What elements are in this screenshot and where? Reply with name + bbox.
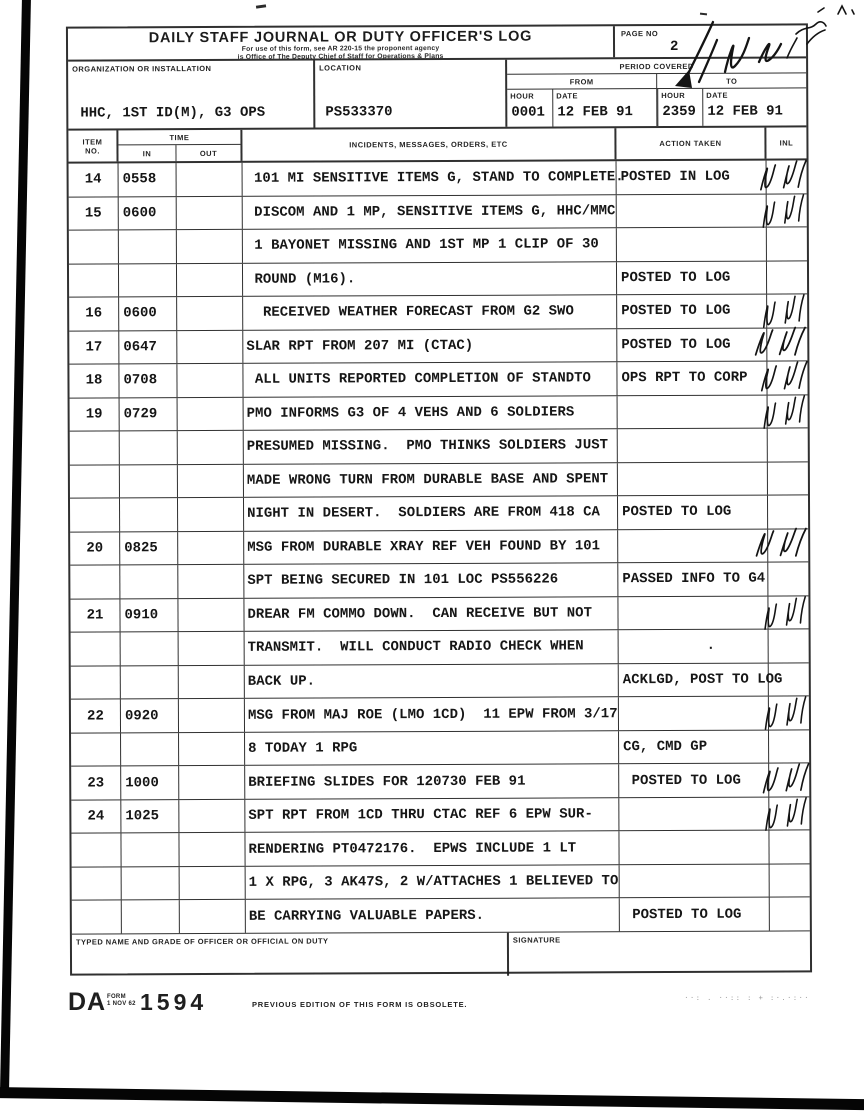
item-no-cell: [70, 499, 120, 532]
log-table-row: [71, 730, 809, 767]
action-taken-text: POSTED TO LOG: [623, 772, 741, 789]
log-table-row: [71, 663, 809, 700]
time-in-cell: [119, 197, 177, 230]
incident-text-cell: [243, 262, 617, 296]
item-no-header: [68, 130, 118, 161]
page-number-label: PAGE NO: [620, 29, 659, 39]
log-table-row: [69, 361, 807, 398]
time-in-cell: [122, 867, 180, 900]
time-out-cell: [180, 867, 246, 900]
time-in-cell: [121, 666, 179, 699]
action-taken-text: POSTED TO LOG: [621, 336, 731, 354]
form-subtitle-line1: For use of this form, see AR 220-15 the proponent agency: [241, 44, 440, 53]
action-taken-cell: [618, 429, 768, 462]
from-date-cell: [553, 89, 657, 126]
incident-text: MSG FROM DURABLE XRAY REF VEH FOUND BY 101: [247, 538, 601, 556]
initials-cell: [768, 395, 808, 428]
time-out-cell: [178, 464, 244, 497]
time-out-cell: [179, 800, 245, 833]
item-no-cell: [69, 331, 119, 364]
form-word: FORM: [107, 994, 126, 1000]
incident-text: 1 BAYONET MISSING AND 1ST MP 1 CLIP OF 30: [245, 236, 599, 255]
time-out-cell: [180, 900, 246, 933]
action-taken-cell: [618, 496, 768, 529]
time-in-cell: [121, 800, 179, 833]
form-edition-date: 1 NOV 62: [107, 1000, 136, 1007]
time-in-cell: [121, 766, 179, 799]
item-no-cell: [69, 163, 119, 196]
log-table-row: [72, 864, 810, 901]
action-taken-header-label: ACTION TAKEN: [659, 138, 722, 149]
incident-text-cell: [244, 396, 618, 430]
item-no-cell: [69, 197, 119, 230]
incident-text: DREAR FM COMMO DOWN. CAN RECEIVE BUT NOT: [247, 605, 593, 623]
action-taken-cell: [619, 697, 769, 730]
incident-text: PMO INFORMS G3 OF 4 VEHS AND 6 SOLDIERS: [246, 404, 575, 422]
log-table-row: [70, 462, 808, 499]
initials-header-label: INL: [779, 138, 794, 148]
action-taken-text: POSTED IN LOG: [620, 168, 730, 186]
action-taken-cell: [618, 563, 768, 596]
time-out-cell: [179, 666, 245, 699]
incident-text-cell: [243, 195, 617, 229]
incident-text: SPT RPT FROM 1CD THRU CTAC REF 6 EPW SUR-: [248, 806, 593, 824]
log-table-row: [70, 529, 808, 566]
incidents-header-label: INCIDENTS, MESSAGES, ORDERS, ETC: [349, 139, 508, 150]
time-out-header: OUT: [199, 148, 218, 158]
time-in-cell: [121, 833, 179, 866]
form-title: DAILY STAFF JOURNAL OR DUTY OFFICER'S LOG: [148, 28, 533, 47]
item-no-cell: [72, 901, 122, 934]
initials-cell: [770, 864, 810, 897]
time-in-cell: [119, 364, 177, 397]
item-no-value: 17: [85, 339, 103, 356]
item-no-cell: [72, 867, 122, 900]
incident-text-cell: [246, 865, 620, 899]
item-header-line1: ITEM: [82, 136, 103, 147]
from-hour-cell: [507, 89, 553, 126]
action-taken-cell: [619, 663, 783, 696]
time-in-cell: [120, 398, 178, 431]
time-out-cell: [177, 196, 243, 229]
form-number-footer: [68, 986, 810, 1020]
item-no-cell: [71, 834, 121, 867]
time-in-value: 0920: [124, 707, 159, 724]
item-no-cell: [71, 767, 121, 800]
incident-text-cell: [245, 630, 619, 664]
incident-text-cell: [245, 664, 619, 698]
time-in-cell: [119, 331, 177, 364]
time-in-header: IN: [142, 148, 152, 158]
action-taken-text: OPS RPT TO CORP: [621, 369, 748, 387]
item-header-line2: NO.: [85, 145, 100, 156]
action-taken-cell: [617, 161, 767, 194]
incident-text-cell: [243, 362, 617, 396]
incident-text: DISCOM AND 1 MP, SENSITIVE ITEMS G, HHC/MMC: [245, 202, 616, 221]
item-no-cell: [70, 398, 120, 431]
organization-label: ORGANIZATION OR INSTALLATION: [72, 63, 212, 74]
da-form-1594: [66, 23, 812, 975]
time-in-value: 0600: [122, 204, 157, 222]
organization-cell: [68, 61, 315, 129]
log-table-row: [69, 194, 807, 231]
date-label: DATE: [706, 90, 728, 100]
incident-text-cell: [243, 228, 617, 262]
action-taken-cell: [619, 730, 769, 763]
incident-text-cell: [244, 496, 618, 530]
page-number-value: 2: [669, 38, 679, 55]
item-no-value: 21: [86, 607, 104, 624]
duty-officer-initials-scribble: [745, 519, 814, 568]
time-in-value: 1000: [125, 774, 159, 791]
incident-text-cell: [243, 161, 624, 195]
time-in-cell: [121, 733, 179, 766]
incident-text-cell: [244, 463, 618, 497]
form-subtitle-line2: is Office of The Deputy Chief of Staff for Operations & Plans: [237, 52, 444, 61]
print-code-fragment: ··: . ··:: : + :·.·:··: [684, 994, 810, 1002]
action-taken-text: POSTED TO LOG: [622, 504, 732, 521]
item-no-value: 14: [84, 171, 102, 188]
log-table-row: [69, 294, 807, 331]
time-in-cell: [120, 498, 178, 531]
scan-marks-top-right: [788, 2, 860, 46]
incident-text: MADE WRONG TURN FROM DURABLE BASE AND SPENT: [246, 471, 609, 489]
item-no-cell: [69, 264, 119, 297]
log-table-row: [70, 563, 808, 600]
incident-text-cell: [246, 899, 620, 933]
from-hour-value: 0001: [511, 104, 545, 121]
item-no-value: 16: [85, 305, 103, 322]
incident-text: MSG FROM MAJ ROE (LMO 1CD) 11 EPW FROM 3/17: [247, 705, 618, 724]
incident-text: SLAR RPT FROM 207 MI (CTAC): [246, 337, 474, 355]
incident-text: RENDERING PT0472176. EPWS INCLUDE 1 LT: [248, 839, 577, 858]
time-out-cell: [178, 498, 244, 531]
incident-text: BACK UP.: [247, 673, 316, 690]
log-table-row: [69, 328, 807, 365]
time-out-cell: [179, 766, 245, 799]
item-no-cell: [70, 566, 120, 599]
time-out-cell: [178, 431, 244, 464]
location-label: LOCATION: [319, 63, 362, 73]
action-taken-cell: [619, 630, 769, 663]
da-word: DA: [68, 988, 107, 1016]
to-date-value: 12 FEB 91: [707, 103, 783, 120]
action-taken-cell: [617, 194, 767, 227]
action-taken-cell: [618, 462, 768, 495]
action-taken-text: .: [622, 638, 716, 655]
log-table-row: [71, 831, 809, 868]
log-table-row: [70, 395, 808, 432]
action-taken-cell: [617, 228, 767, 261]
incident-text: BE CARRYING VALUABLE PAPERS.: [248, 907, 485, 925]
time-out-cell: [177, 230, 243, 263]
incident-text-cell: [245, 731, 619, 765]
time-in-value: 1025: [125, 808, 160, 825]
action-taken-cell: [619, 797, 769, 830]
time-in-value: 0647: [123, 339, 157, 356]
incident-text-cell: [244, 563, 618, 597]
initials-cell: [770, 898, 810, 931]
initials-cell: [768, 462, 808, 495]
log-table-row: [71, 697, 809, 734]
time-out-cell: [177, 330, 243, 363]
time-in-cell: [120, 431, 178, 464]
log-table-row: [72, 898, 810, 934]
incident-text-cell: [244, 597, 618, 631]
incident-text: BRIEFING SLIDES FOR 120730 FEB 91: [248, 773, 526, 791]
item-no-value: 15: [84, 205, 102, 222]
action-taken-cell: [620, 864, 770, 897]
time-in-cell: [119, 297, 177, 330]
hour-label: HOUR: [661, 90, 686, 101]
action-taken-cell: [619, 764, 769, 797]
incident-text-cell: [244, 429, 618, 463]
from-label: FROM: [569, 76, 594, 86]
date-label: DATE: [556, 91, 578, 101]
initials-cell: [768, 529, 808, 562]
time-in-value: 0910: [124, 607, 159, 624]
item-no-value: 23: [87, 774, 105, 792]
action-taken-text: POSTED TO LOG: [623, 906, 742, 923]
incident-text: 8 TODAY 1 RPG: [248, 740, 358, 757]
log-table-row: [70, 496, 808, 533]
incident-text: NIGHT IN DESERT. SOLDIERS ARE FROM 418 CA: [247, 504, 600, 523]
item-no-value: 19: [85, 406, 103, 423]
action-taken-text: ACKLGD, POST TO LOG: [622, 671, 783, 689]
scan-edge-artifact-bottom: [0, 1087, 864, 1111]
initials-cell: [769, 797, 809, 830]
time-in-value: 0825: [124, 540, 158, 557]
item-no-value: 24: [87, 808, 105, 825]
time-in-cell: [119, 230, 177, 263]
log-table-row: [71, 764, 809, 801]
item-no-value: 20: [86, 540, 104, 557]
item-no-cell: [70, 532, 120, 565]
time-out-cell: [177, 297, 243, 330]
action-taken-cell: [620, 898, 770, 931]
log-table-row: [71, 630, 809, 667]
incident-text: SPT BEING SECURED IN 101 LOC PS556226: [247, 571, 559, 590]
incident-text-cell: [245, 764, 619, 798]
time-out-cell: [178, 397, 244, 430]
location-cell: [315, 60, 507, 128]
organization-value: HHC, 1ST ID(M), G3 OPS: [80, 104, 266, 122]
time-in-value: 0729: [123, 406, 158, 423]
scan-speck: [256, 4, 266, 8]
time-in-cell: [120, 599, 178, 632]
time-header-group: [118, 130, 242, 162]
initials-cell: [767, 194, 807, 227]
time-in-cell: [120, 532, 178, 565]
incident-text-cell: [243, 329, 617, 363]
scan-edge-artifact-left: [0, 0, 31, 1096]
item-no-cell: [71, 633, 121, 666]
to-hour-cell: [657, 89, 703, 126]
time-out-cell: [179, 833, 245, 866]
log-table-row: [69, 160, 807, 197]
obsolete-note: PREVIOUS EDITION OF THIS FORM IS OBSOLETE.: [252, 1000, 468, 1009]
from-date-value: 12 FEB 91: [557, 104, 633, 121]
time-in-cell: [121, 632, 179, 665]
time-out-cell: [179, 632, 245, 665]
time-out-cell: [179, 699, 245, 732]
form-title-cell: [68, 26, 615, 59]
item-no-cell: [71, 733, 121, 766]
item-no-cell: [70, 599, 120, 632]
initials-cell: [768, 596, 808, 629]
incident-text: 101 MI SENSITIVE ITEMS G, STAND TO COMPLETE.: [245, 169, 624, 188]
time-in-cell: [121, 699, 179, 732]
log-table-body: [69, 160, 810, 933]
action-taken-text: POSTED TO LOG: [621, 269, 731, 287]
time-header: TIME: [169, 132, 190, 142]
item-no-cell: [71, 800, 121, 833]
item-no-cell: [70, 465, 120, 498]
form-edition: [107, 994, 136, 1007]
time-in-cell: [120, 465, 178, 498]
time-in-value: 0558: [122, 171, 157, 188]
incidents-header: [242, 128, 616, 161]
time-out-cell: [178, 532, 244, 565]
log-table-row: [71, 797, 809, 834]
action-taken-cell: [618, 395, 768, 428]
item-no-value: 22: [87, 707, 104, 725]
item-no-cell: [69, 364, 119, 397]
signature-label: SIGNATURE: [512, 935, 561, 945]
action-taken-cell: [617, 261, 767, 294]
time-out-cell: [178, 565, 244, 598]
action-taken-text: PASSED INFO TO G4: [622, 571, 766, 588]
log-table-row: [70, 429, 808, 466]
incident-text: TRANSMIT. WILL CONDUCT RADIO CHECK WHEN: [247, 638, 584, 657]
action-taken-text: POSTED TO LOG: [621, 303, 731, 320]
initials-cell: [769, 697, 809, 730]
item-no-cell: [69, 297, 119, 330]
item-no-cell: [71, 700, 121, 733]
incident-text-cell: [244, 530, 618, 564]
log-table-header: [68, 127, 806, 163]
time-in-cell: [122, 900, 180, 933]
incident-text-cell: [245, 697, 619, 731]
time-out-cell: [178, 599, 244, 632]
incident-text: RECEIVED WEATHER FORECAST FROM G2 SWO: [246, 303, 574, 322]
time-out-cell: [177, 263, 243, 296]
item-no-value: 18: [85, 372, 103, 389]
time-out-cell: [177, 163, 243, 196]
action-taken-text: CG, CMD GP: [623, 738, 708, 756]
incident-text-cell: [245, 832, 619, 866]
time-in-cell: [120, 565, 178, 598]
typed-name-cell: [72, 933, 509, 978]
hour-label: HOUR: [510, 91, 535, 101]
period-covered-label: PERIOD COVERED: [619, 61, 694, 71]
time-in-cell: [119, 264, 177, 297]
action-taken-cell: [617, 295, 767, 328]
to-hour-value: 2359: [662, 103, 696, 121]
incident-text: 1 X RPG, 3 AK47S, 2 W/ATTACHES 1 BELIEVED TO: [248, 873, 619, 891]
time-in-value: 0600: [123, 305, 157, 322]
action-taken-cell: [617, 362, 767, 395]
incident-text: ALL UNITS REPORTED COMPLETION OF STANDTO: [246, 370, 591, 389]
time-in-value: 0708: [123, 372, 158, 389]
log-table-row: [70, 596, 808, 633]
to-label: TO: [726, 76, 738, 86]
item-no-cell: [71, 666, 121, 699]
incident-text-cell: [243, 295, 617, 329]
item-no-cell: [70, 432, 120, 465]
typed-name-label: TYPED NAME AND GRADE OF OFFICER OR OFFICIAL ON DUTY: [75, 936, 329, 947]
action-taken-cell: [618, 596, 768, 629]
time-out-cell: [179, 733, 245, 766]
item-no-cell: [69, 230, 119, 263]
incident-text-cell: [245, 798, 619, 832]
log-table-row: [69, 227, 807, 264]
time-out-cell: [177, 364, 243, 397]
incident-text: PRESUMED MISSING. PMO THINKS SOLDIERS JUST: [246, 437, 609, 456]
to-date-cell: [703, 88, 806, 125]
signature-cell: [509, 931, 810, 975]
log-table-row: [69, 261, 807, 298]
action-taken-cell: [619, 831, 769, 864]
incident-text: ROUND (M16).: [246, 271, 356, 288]
location-value: PS533370: [325, 104, 393, 121]
action-taken-header: [616, 128, 766, 160]
form-number: 1594: [140, 989, 208, 1015]
time-in-cell: [119, 163, 177, 196]
signature-band: [72, 930, 810, 977]
